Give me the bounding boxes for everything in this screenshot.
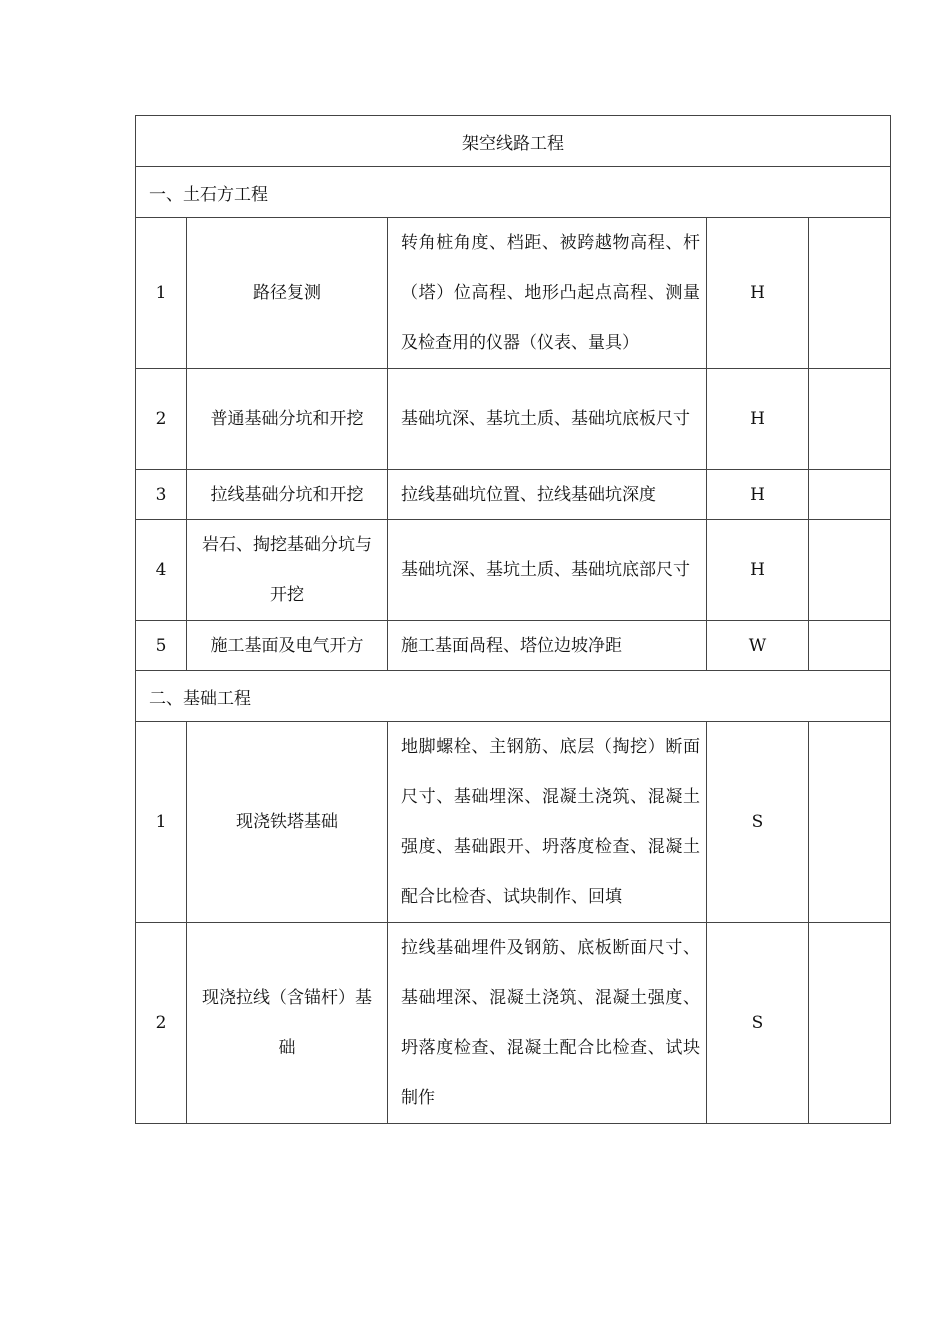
row-items: 施工基面咼程、塔位边坡净距 (388, 621, 707, 671)
row-name: 现浇拉线（含锚杆）基础 (187, 923, 388, 1124)
table-row (136, 218, 891, 369)
table-row (136, 369, 891, 470)
section-row (136, 167, 891, 218)
section-heading: 二、基础工程 (136, 671, 891, 722)
row-level: S (707, 722, 809, 923)
row-number: 4 (136, 520, 187, 621)
row-name: 岩石、掏挖基础分坑与开挖 (187, 520, 388, 621)
row-level: S (707, 923, 809, 1124)
section-heading: 一、土石方工程 (136, 167, 891, 218)
row-name: 现浇铁塔基础 (187, 722, 388, 923)
row-extra (809, 621, 891, 671)
row-number: 5 (136, 621, 187, 671)
row-number: 1 (136, 722, 187, 923)
section-row (136, 671, 891, 722)
row-number: 2 (136, 923, 187, 1124)
row-items: 基础坑深、基坑土质、基础坑底板尺寸 (388, 369, 707, 470)
row-level: H (707, 520, 809, 621)
table-title-row (136, 116, 891, 167)
row-name: 拉线基础分坑和开挖 (187, 470, 388, 520)
row-name: 路径复测 (187, 218, 388, 369)
row-name: 普通基础分坑和开挖 (187, 369, 388, 470)
row-items: 拉线基础坑位置、拉线基础坑深度 (388, 470, 707, 520)
row-extra (809, 369, 891, 470)
table-row (136, 621, 891, 671)
row-extra (809, 923, 891, 1124)
row-extra (809, 722, 891, 923)
row-name: 施工基面及电气开方 (187, 621, 388, 671)
row-extra (809, 218, 891, 369)
row-level: H (707, 369, 809, 470)
table-row (136, 923, 891, 1124)
inspection-table (135, 115, 891, 1124)
row-items: 拉线基础埋件及钢筋、底板断面尺寸、基础埋深、混凝土浇筑、混凝土强度、坍落度检查、混凝土配合比检查、试块制作 (388, 923, 707, 1124)
row-items: 转角桩角度、档距、被跨越物高程、杆（塔）位高程、地形凸起点高程、测量及检查用的仪器（仪表、量具） (388, 218, 707, 369)
table-row (136, 520, 891, 621)
row-extra (809, 470, 891, 520)
table-title: 架空线路工程 (136, 116, 891, 167)
row-items: 地脚螺栓、主钢筋、底层（掏挖）断面尺寸、基础埋深、混凝土浇筑、混凝土强度、基础跟开、坍落度检查、混凝土配合比检杳、试块制作、回填 (388, 722, 707, 923)
row-level: H (707, 218, 809, 369)
row-level: H (707, 470, 809, 520)
table-row (136, 470, 891, 520)
row-number: 2 (136, 369, 187, 470)
row-level: W (707, 621, 809, 671)
row-items: 基础坑深、基坑土质、基础坑底部尺寸 (388, 520, 707, 621)
table-row (136, 722, 891, 923)
row-number: 1 (136, 218, 187, 369)
row-number: 3 (136, 470, 187, 520)
row-extra (809, 520, 891, 621)
